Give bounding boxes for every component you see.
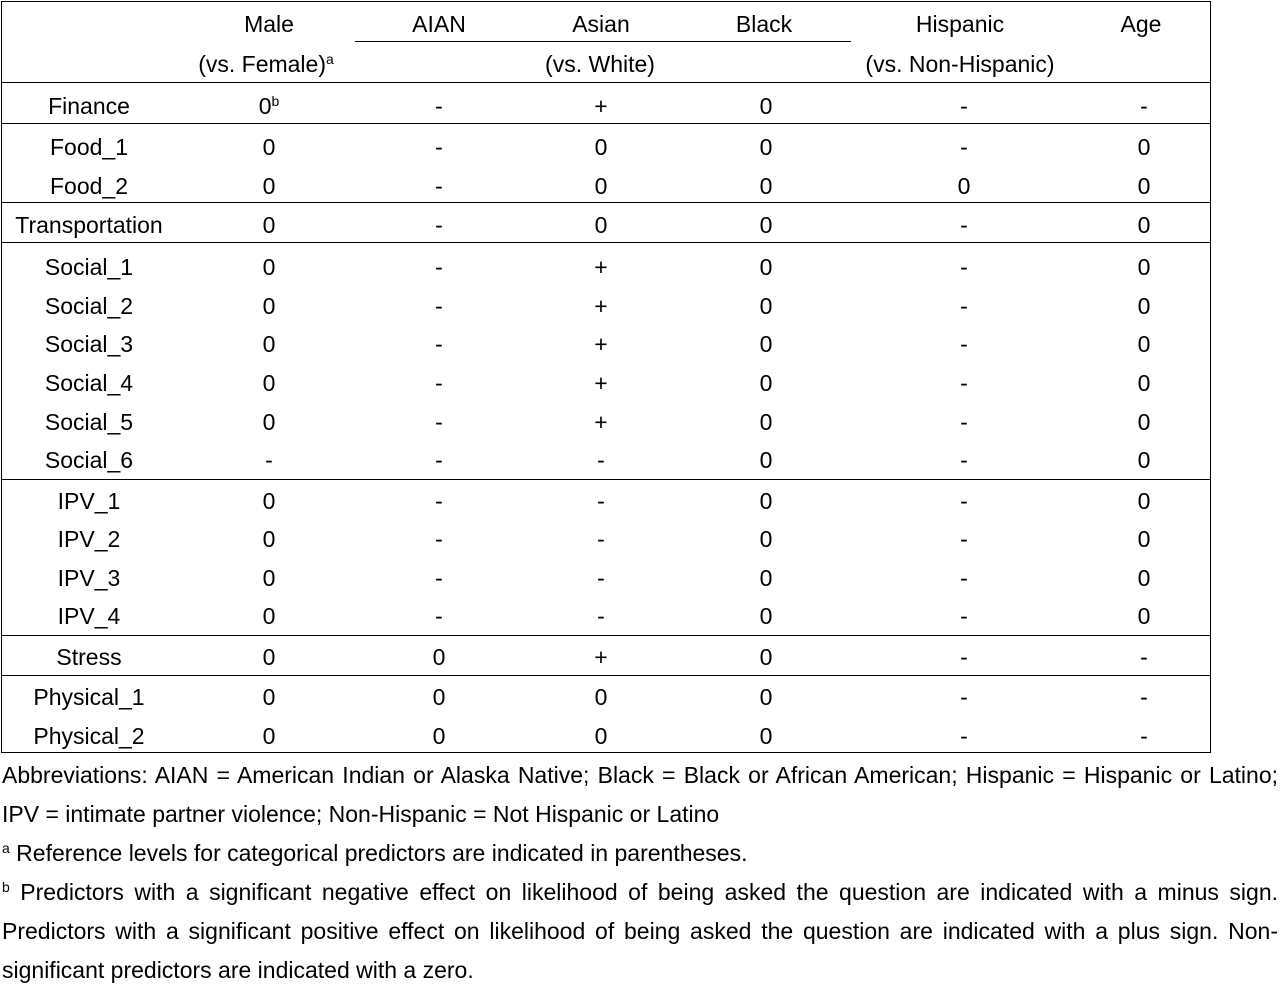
cell-value: 0: [1137, 565, 1151, 591]
cell-aian: [384, 723, 494, 749]
cell-value: 0: [262, 134, 276, 160]
row-group-rule: [1, 675, 1211, 676]
cell-black: [711, 93, 821, 119]
cell-value: -: [960, 370, 968, 396]
cell-aian: [384, 173, 494, 199]
cell-value: -: [435, 134, 443, 160]
cell-value: 0: [262, 173, 276, 199]
cell-black: [711, 565, 821, 591]
cell-value: 0: [262, 488, 276, 514]
footnote-b: [2, 873, 1278, 990]
cell-value: 0: [1137, 603, 1151, 629]
cell-black: [711, 488, 821, 514]
cell-black: [711, 684, 821, 710]
row-label-text: Social_6: [44, 447, 134, 473]
cell-value: -: [435, 526, 443, 552]
cell-value: 0: [759, 409, 773, 435]
cell-aian: [384, 565, 494, 591]
cell-asian: [546, 93, 656, 119]
row-group-rule: [1, 123, 1211, 124]
cell-value: -: [960, 293, 968, 319]
cell-hispanic: [909, 173, 1019, 199]
row-label: [0, 93, 178, 119]
cell-value: 0: [1137, 254, 1151, 280]
cell-value: 0: [262, 526, 276, 552]
cell-value: 0: [1137, 134, 1151, 160]
header-aian: AIAN: [412, 11, 466, 37]
footnote-marker-a: a: [326, 51, 334, 67]
cell-value: -: [435, 212, 443, 238]
cell-male: [214, 488, 324, 514]
header-race-reference: (vs. White): [545, 51, 655, 77]
cell-male: [214, 603, 324, 629]
cell-aian: [384, 644, 494, 670]
cell-aian: [384, 488, 494, 514]
abbreviations-note: Abbreviations: AIAN = American Indian or Alaska Native; Black = Black or African American; Hispanic = Hispanic or Latino; IPV = intimate partner violence; Non-Hispanic = Not Hispanic or Latino: [2, 762, 1278, 827]
cell-asian: [546, 684, 656, 710]
row-label: [0, 134, 178, 160]
cell-value: -: [1140, 93, 1148, 119]
cell-hispanic: [909, 293, 1019, 319]
row-label: [0, 684, 178, 710]
cell-value: 0: [759, 644, 773, 670]
cell-value: 0: [1137, 370, 1151, 396]
row-label: [0, 293, 178, 319]
cell-value: +: [594, 293, 608, 319]
cell-male: [214, 723, 324, 749]
cell-value: -: [960, 409, 968, 435]
row-group-rule: [1, 479, 1211, 480]
cell-black: [711, 212, 821, 238]
cell-hispanic: [909, 331, 1019, 357]
row-label-text: Social_1: [44, 254, 134, 280]
race-group-rule: [355, 41, 851, 42]
cell-hispanic: [909, 409, 1019, 435]
cell-black: [711, 370, 821, 396]
row-label: [0, 212, 178, 238]
cell-aian: [384, 293, 494, 319]
cell-value: 0: [262, 293, 276, 319]
cell-male: [214, 447, 324, 473]
cell-value: -: [960, 212, 968, 238]
cell-age: [1089, 603, 1199, 629]
cell-value: 0: [262, 565, 276, 591]
cell-male: [214, 370, 324, 396]
cell-value: 0: [759, 447, 773, 473]
cell-hispanic: [909, 603, 1019, 629]
cell-value: 0: [1137, 212, 1151, 238]
cell-asian: [546, 488, 656, 514]
cell-aian: [384, 526, 494, 552]
cell-value: -: [1140, 723, 1148, 749]
table-footnotes: [2, 756, 1278, 990]
row-label: [0, 488, 178, 514]
cell-value: 0: [759, 488, 773, 514]
cell-value: 0: [262, 723, 276, 749]
cell-value: 0: [1137, 409, 1151, 435]
cell-value: -: [960, 134, 968, 160]
cell-value: -: [1140, 684, 1148, 710]
header-male: Male: [244, 11, 294, 37]
cell-hispanic: [909, 723, 1019, 749]
cell-age: [1089, 409, 1199, 435]
cell-value: -: [960, 603, 968, 629]
cell-value: 0: [262, 603, 276, 629]
cell-asian: [546, 644, 656, 670]
cell-value: 0: [759, 370, 773, 396]
cell-age: [1089, 488, 1199, 514]
cell-male: [214, 212, 324, 238]
cell-value: -: [960, 644, 968, 670]
cell-value: -: [960, 331, 968, 357]
row-label: [0, 447, 178, 473]
footnote-a-marker: a: [2, 840, 10, 856]
cell-value: +: [594, 331, 608, 357]
row-label-text: Finance: [48, 93, 130, 119]
cell-value: -: [960, 254, 968, 280]
cell-age: [1089, 134, 1199, 160]
cell-asian: [546, 254, 656, 280]
cell-value: 0: [594, 684, 608, 710]
cell-male: [214, 409, 324, 435]
cell-value: 0: [262, 331, 276, 357]
cell-age: [1089, 644, 1199, 670]
cell-asian: [546, 331, 656, 357]
row-label: [0, 526, 178, 552]
footnote-a: [2, 834, 1278, 873]
cell-value: 0: [262, 212, 276, 238]
cell-value: 0: [759, 293, 773, 319]
cell-value: 0: [1137, 447, 1151, 473]
cell-value: 0: [759, 526, 773, 552]
cell-value: -: [1140, 644, 1148, 670]
header-hispanic-reference: (vs. Non-Hispanic): [865, 51, 1055, 77]
cell-black: [711, 603, 821, 629]
cell-hispanic: [909, 684, 1019, 710]
cell-value: 0: [759, 723, 773, 749]
cell-male: [214, 93, 324, 122]
cell-value: -: [435, 93, 443, 119]
cell-value: -: [960, 447, 968, 473]
cell-hispanic: [909, 134, 1019, 160]
cell-hispanic: [909, 644, 1019, 670]
cell-male: [214, 134, 324, 160]
cell-asian: [546, 409, 656, 435]
footnote-marker-b: b: [271, 93, 280, 109]
cell-asian: [546, 447, 656, 473]
cell-value: -: [435, 488, 443, 514]
cell-hispanic: [909, 447, 1019, 473]
cell-value: -: [960, 93, 968, 119]
row-label: [0, 173, 178, 199]
cell-asian: [546, 293, 656, 319]
cell-value: 0: [262, 409, 276, 435]
cell-value: 0: [759, 254, 773, 280]
row-label: [0, 723, 178, 749]
cell-value: 0: [759, 331, 773, 357]
cell-male: [214, 293, 324, 319]
cell-age: [1089, 565, 1199, 591]
cell-value: -: [960, 723, 968, 749]
cell-age: [1089, 93, 1199, 119]
cell-value: -: [435, 173, 443, 199]
row-label-text: IPV_4: [57, 603, 121, 629]
row-group-rule: [1, 635, 1211, 636]
cell-value: -: [265, 447, 273, 473]
cell-value: 0: [759, 684, 773, 710]
cell-aian: [384, 93, 494, 119]
cell-age: [1089, 723, 1199, 749]
header-hispanic: Hispanic: [915, 11, 1005, 37]
cell-value: 0: [594, 723, 608, 749]
cell-age: [1089, 370, 1199, 396]
row-group-rule: [1, 202, 1211, 203]
row-label: [0, 603, 178, 629]
cell-value: 0: [759, 565, 773, 591]
cell-black: [711, 526, 821, 552]
cell-aian: [384, 409, 494, 435]
row-label: [0, 644, 178, 670]
cell-value: 0: [262, 254, 276, 280]
cell-value: -: [960, 488, 968, 514]
cell-male: [214, 526, 324, 552]
cell-black: [711, 293, 821, 319]
cell-hispanic: [909, 93, 1019, 119]
cell-asian: [546, 173, 656, 199]
row-label-text: Social_2: [44, 293, 134, 319]
cell-value: -: [435, 409, 443, 435]
row-group-rule: [1, 82, 1211, 83]
cell-value: -: [960, 526, 968, 552]
cell-black: [711, 723, 821, 749]
cell-age: [1089, 447, 1199, 473]
row-label-text: Stress: [56, 644, 122, 670]
header-age: Age: [1120, 11, 1162, 37]
cell-value: 0: [759, 134, 773, 160]
cell-value: 0: [262, 370, 276, 396]
cell-hispanic: [909, 254, 1019, 280]
cell-value: 0: [759, 212, 773, 238]
cell-male: [214, 331, 324, 357]
cell-value: 0: [1137, 526, 1151, 552]
cell-value: 0: [262, 684, 276, 710]
cell-age: [1089, 331, 1199, 357]
cell-value: -: [597, 447, 605, 473]
footnote-a-text: Reference levels for categorical predictors are indicated in parentheses.: [9, 840, 748, 866]
cell-black: [711, 173, 821, 199]
cell-black: [711, 254, 821, 280]
cell-value: 0: [957, 173, 971, 199]
cell-asian: [546, 723, 656, 749]
cell-hispanic: [909, 488, 1019, 514]
cell-aian: [384, 212, 494, 238]
cell-asian: [546, 603, 656, 629]
footnote-b-marker: b: [2, 879, 10, 895]
cell-age: [1089, 684, 1199, 710]
row-label-text: Food_2: [49, 173, 128, 199]
row-label-text: IPV_1: [57, 488, 121, 514]
row-label-text: Social_4: [44, 370, 134, 396]
cell-age: [1089, 212, 1199, 238]
cell-value: 0: [594, 173, 608, 199]
cell-asian: [546, 565, 656, 591]
cell-value: 0: [759, 173, 773, 199]
header-asian: Asian: [572, 11, 630, 37]
row-label: [0, 409, 178, 435]
cell-male: [214, 565, 324, 591]
row-label: [0, 254, 178, 280]
cell-aian: [384, 331, 494, 357]
cell-value: 0: [759, 93, 773, 119]
cell-value: +: [594, 409, 608, 435]
row-label-text: Physical_1: [33, 684, 145, 710]
cell-hispanic: [909, 565, 1019, 591]
cell-value: 0: [594, 212, 608, 238]
cell-black: [711, 331, 821, 357]
cell-asian: [546, 370, 656, 396]
cell-male: [214, 254, 324, 280]
cell-value: +: [594, 93, 608, 119]
row-label-text: Social_3: [44, 331, 134, 357]
cell-value: -: [435, 370, 443, 396]
cell-value: -: [597, 603, 605, 629]
cell-value: -: [597, 565, 605, 591]
cell-value: 0: [432, 723, 446, 749]
row-label-text: Food_1: [49, 134, 128, 160]
cell-value: -: [960, 565, 968, 591]
cell-value: 0: [594, 134, 608, 160]
cell-value: +: [594, 254, 608, 280]
cell-value: -: [597, 488, 605, 514]
cell-value: 0: [1137, 173, 1151, 199]
cell-value: 0: [759, 603, 773, 629]
row-label: [0, 331, 178, 357]
row-label: [0, 565, 178, 591]
footnote-b-text: Predictors with a significant negative effect on likelihood of being asked the question are indicated with a minus sign. Predictors with a significant positive effect on likelihood of being asked the question are indicated with a plus sign. Non-significant predictors are indicated with a zero.: [2, 879, 1278, 983]
cell-value: -: [597, 526, 605, 552]
cell-value: -: [435, 603, 443, 629]
cell-value: 0: [1137, 488, 1151, 514]
header-male-reference-text: (vs. Female): [198, 51, 326, 77]
cell-black: [711, 409, 821, 435]
cell-value: -: [435, 447, 443, 473]
row-label-text: IPV_3: [57, 565, 121, 591]
row-label: [0, 370, 178, 396]
cell-value: 0: [262, 644, 276, 670]
cell-value: -: [960, 684, 968, 710]
cell-value: 0: [432, 684, 446, 710]
cell-aian: [384, 134, 494, 160]
cell-age: [1089, 526, 1199, 552]
cell-value: -: [435, 293, 443, 319]
cell-value: +: [594, 644, 608, 670]
cell-male: [214, 644, 324, 670]
cell-aian: [384, 447, 494, 473]
cell-hispanic: [909, 526, 1019, 552]
row-label-text: Social_5: [44, 409, 134, 435]
cell-asian: [546, 134, 656, 160]
cell-value: -: [435, 565, 443, 591]
header-black: Black: [735, 11, 793, 37]
cell-male: [214, 173, 324, 199]
cell-value: 0: [1137, 293, 1151, 319]
cell-value: -: [435, 331, 443, 357]
header-male-reference: [160, 51, 372, 80]
cell-value: +: [594, 370, 608, 396]
cell-hispanic: [909, 370, 1019, 396]
cell-black: [711, 447, 821, 473]
cell-age: [1089, 254, 1199, 280]
cell-value: 0: [258, 93, 272, 119]
cell-male: [214, 684, 324, 710]
cell-asian: [546, 212, 656, 238]
cell-aian: [384, 603, 494, 629]
cell-black: [711, 644, 821, 670]
row-label-text: Transportation: [15, 212, 163, 238]
cell-hispanic: [909, 212, 1019, 238]
row-label-text: IPV_2: [57, 526, 121, 552]
cell-value: 0: [1137, 331, 1151, 357]
cell-value: 0: [432, 644, 446, 670]
cell-aian: [384, 254, 494, 280]
row-group-rule: [1, 242, 1211, 243]
cell-asian: [546, 526, 656, 552]
cell-aian: [384, 684, 494, 710]
cell-aian: [384, 370, 494, 396]
row-label-text: Physical_2: [33, 723, 145, 749]
cell-age: [1089, 293, 1199, 319]
cell-value: -: [435, 254, 443, 280]
cell-age: [1089, 173, 1199, 199]
cell-black: [711, 134, 821, 160]
